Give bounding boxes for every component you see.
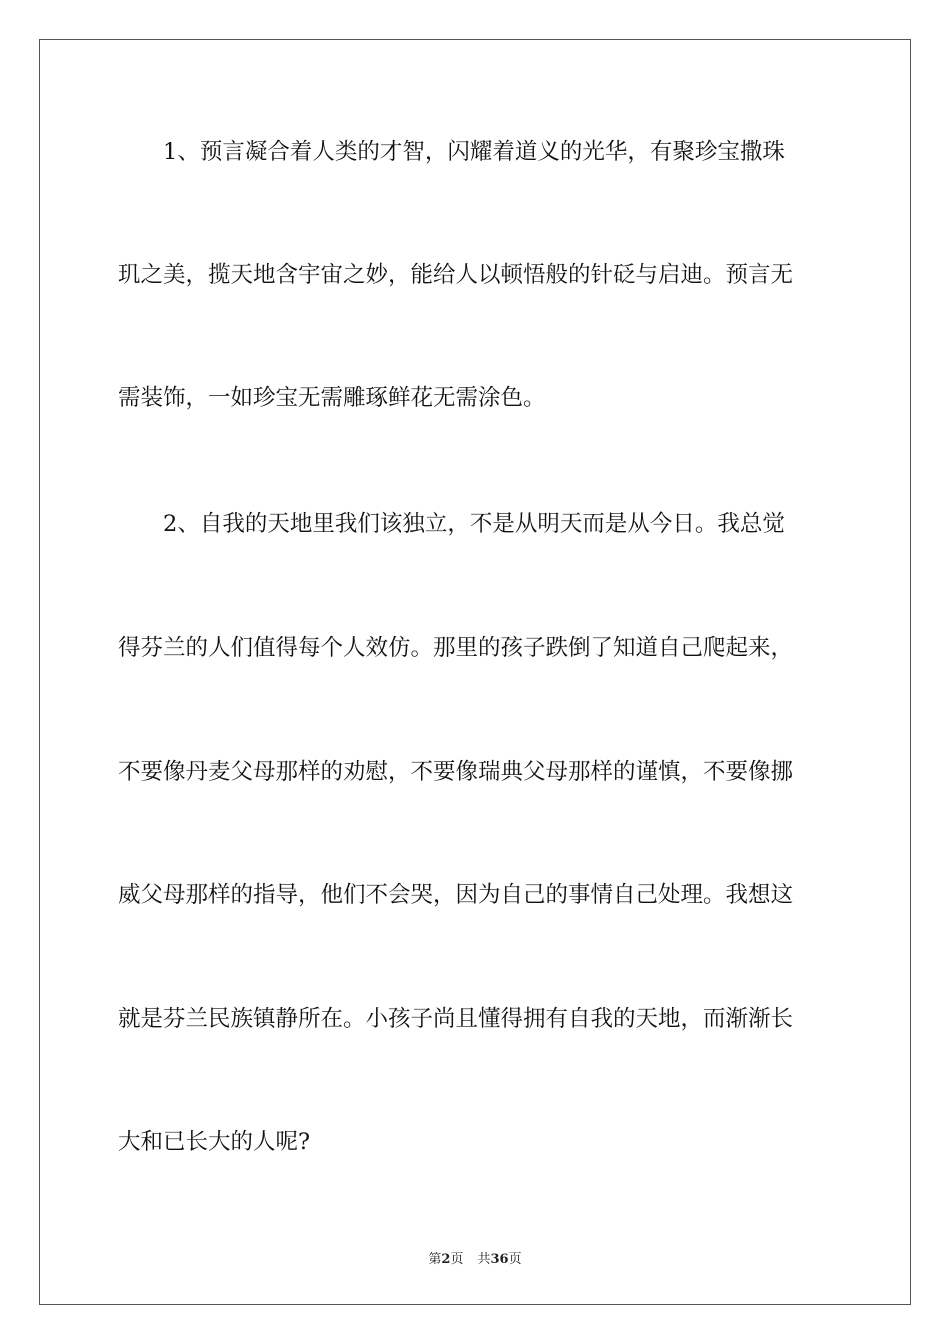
page-border <box>39 39 911 1305</box>
total-suffix: 页 <box>508 1252 522 1267</box>
paragraph-2-line-1: 2、自我的天地里我们该独立，不是从明天而是从今日。我总觉 <box>163 511 785 537</box>
page-prefix: 第 <box>428 1252 442 1267</box>
paragraph-2-line-4: 威父母那样的指导，他们不会哭，因为自己的事情自己处理。我想这 <box>118 882 794 908</box>
paragraph-2-line-3: 不要像丹麦父母那样的劝慰，不要像瑞典父母那样的谨慎，不要像挪 <box>118 759 794 785</box>
paragraph-2-line-5: 就是芬兰民族镇静所在。小孩子尚且懂得拥有自我的天地，而渐渐长 <box>118 1006 794 1032</box>
page-number: 2 <box>441 1252 451 1267</box>
paragraph-1-line-2: 玑之美，揽天地含宇宙之妙，能给人以顿悟般的针砭与启迪。预言无 <box>118 262 794 288</box>
total-prefix: 共 <box>477 1252 491 1267</box>
page-suffix: 页 <box>450 1252 464 1267</box>
page-footer <box>0 1248 950 1267</box>
paragraph-2-line-6: 大和已长大的人呢? <box>118 1129 311 1155</box>
total-pages: 36 <box>490 1252 509 1267</box>
paragraph-1-line-3: 需装饰，一如珍宝无需雕琢鲜花无需涂色。 <box>118 385 546 411</box>
paragraph-2-line-2: 得芬兰的人们值得每个人效仿。那里的孩子跌倒了知道自己爬起来， <box>118 635 794 661</box>
paragraph-1-line-1: 1、预言凝合着人类的才智，闪耀着道义的光华，有聚珍宝撒珠 <box>163 139 785 165</box>
